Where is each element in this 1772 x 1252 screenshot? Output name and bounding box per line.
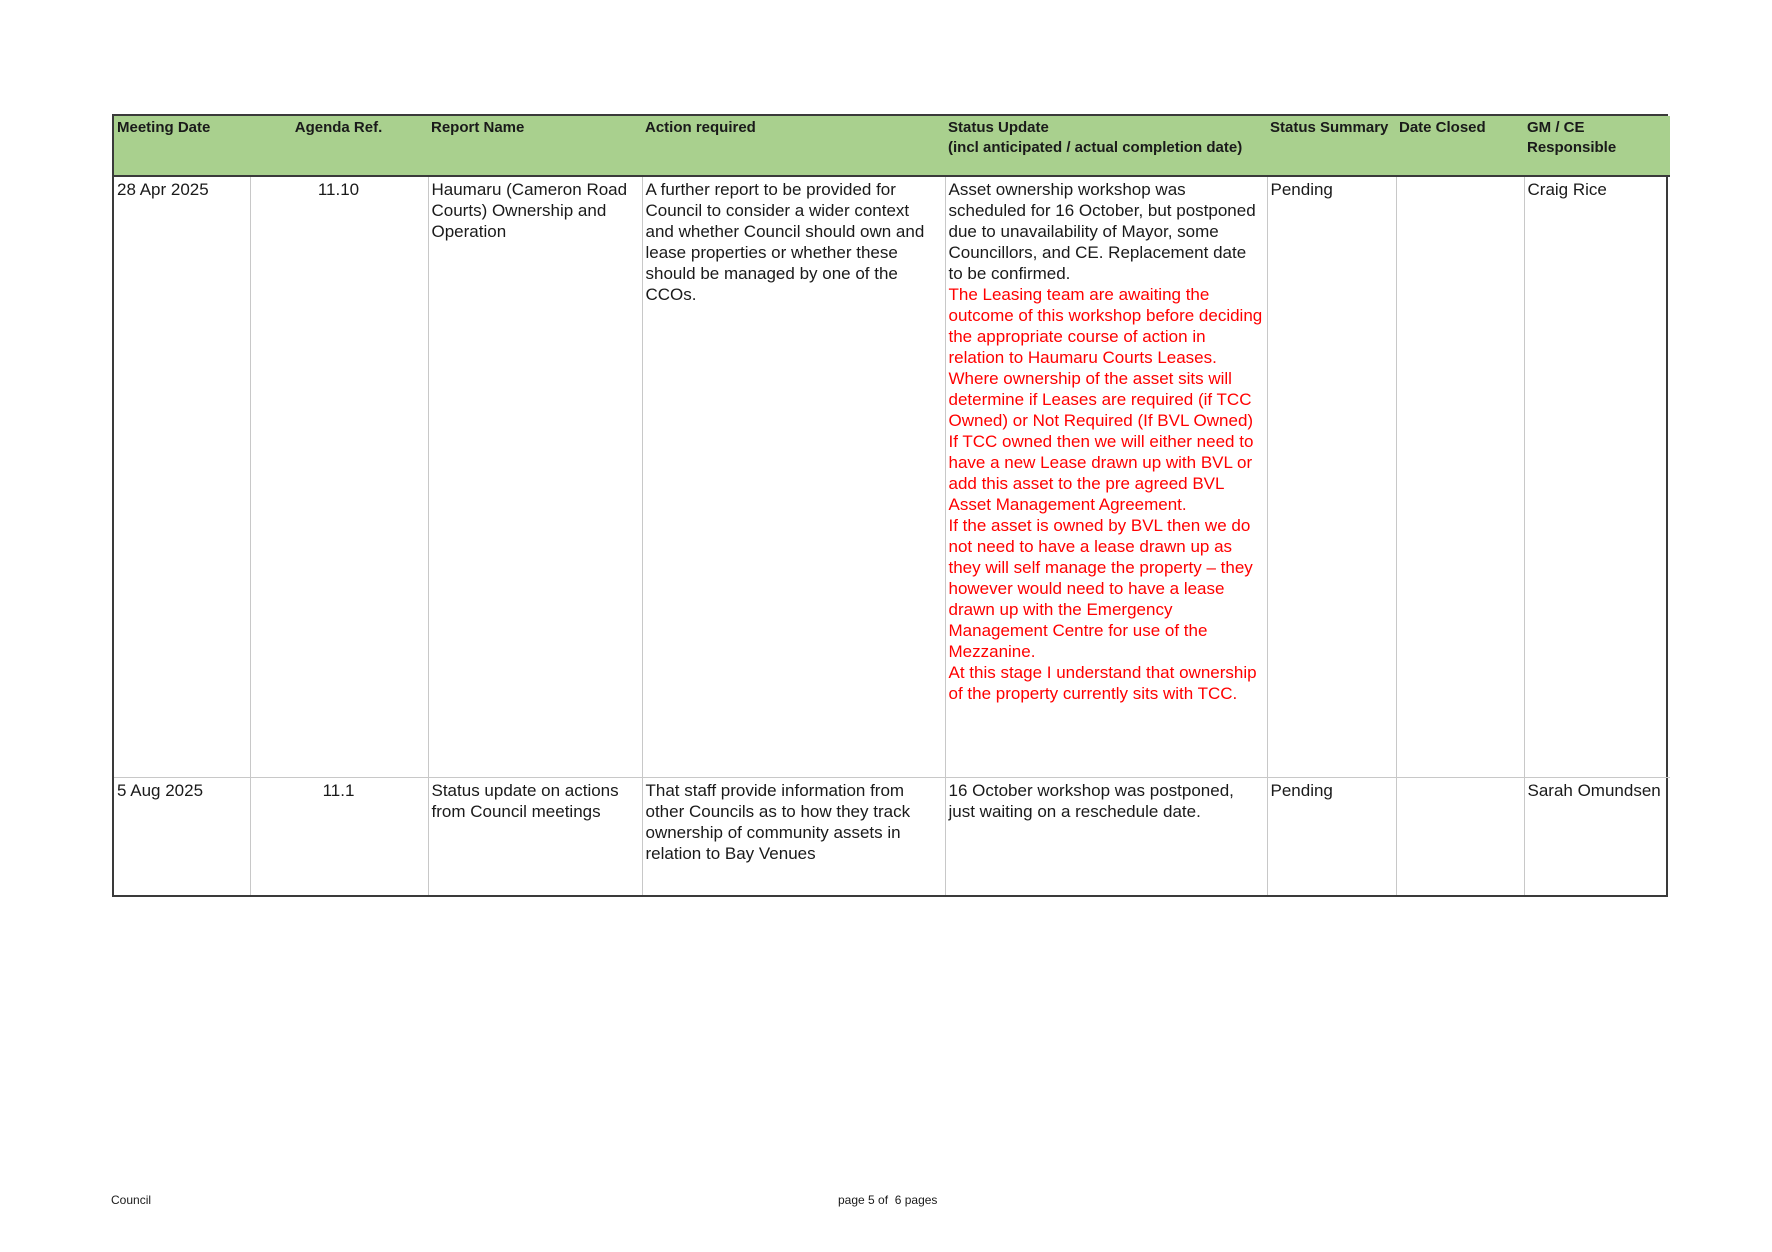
footer-document-name: Council bbox=[111, 1193, 152, 1207]
action-table bbox=[114, 116, 1670, 895]
cell-meeting-date: 28 Apr 2025 bbox=[117, 180, 209, 199]
header-status-summary: Status Summary bbox=[1267, 116, 1396, 176]
header-report-name: Report Name bbox=[428, 116, 642, 176]
header-responsible-line1: GM / CE bbox=[1527, 119, 1585, 136]
cell-meeting-date: 5 Aug 2025 bbox=[114, 777, 250, 895]
cell-agenda-ref: 11.10 bbox=[250, 176, 428, 777]
cell-agenda-ref: 11.1 bbox=[250, 777, 428, 895]
cell-status-summary: Pending bbox=[1267, 176, 1396, 777]
status-update-note-tcc: If TCC owned then we will either need to have a new Lease drawn up with BVL or add this asset to the pre agreed BVL Asset Management Agreement. bbox=[948, 432, 1254, 514]
status-update-text: Asset ownership workshop was scheduled for 16 October, but postponed due to unavailability of Mayor, some Councillors, and CE. Replacement date to be confirmed. bbox=[948, 180, 1256, 283]
header-status-update bbox=[945, 116, 1267, 176]
header-date-closed: Date Closed bbox=[1396, 116, 1524, 176]
table-row bbox=[114, 176, 1670, 777]
footer-page-number: page 5 of 6 pages bbox=[838, 1193, 938, 1207]
cell-date-closed bbox=[1396, 176, 1524, 777]
cell-date-closed bbox=[1396, 777, 1524, 895]
cell-responsible: Sarah Omundsen bbox=[1524, 777, 1670, 895]
cell-status-update bbox=[945, 176, 1267, 777]
header-status-update-subtitle: (incl anticipated / actual completion date) bbox=[948, 139, 1243, 156]
action-table-container bbox=[112, 114, 1668, 897]
table-row bbox=[114, 777, 1670, 895]
header-status-update-title: Status Update bbox=[948, 119, 1049, 136]
header-responsible-line2: Responsible bbox=[1527, 139, 1617, 156]
status-update-note-current: At this stage I understand that ownership of the property currently sits with TCC. bbox=[948, 663, 1257, 703]
cell-report-name: Haumaru (Cameron Road Courts) Ownership and Operation bbox=[428, 176, 642, 777]
status-update-note-ownership: Where ownership of the asset sits will determine if Leases are required (if TCC Owned) or Not Required (If BVL Owned) bbox=[948, 369, 1254, 430]
header-meeting-date: Meeting Date bbox=[114, 116, 250, 176]
header-agenda-ref: Agenda Ref. bbox=[250, 116, 428, 176]
cell-action-required: A further report to be provided for Council to consider a wider context and whether Council should own and lease properties or whether these should be managed by one of the CCOs. bbox=[642, 176, 945, 777]
cell-report-name: Status update on actions from Council meetings bbox=[428, 777, 642, 895]
header-action-required: Action required bbox=[642, 116, 945, 176]
status-update-note-bvl: If the asset is owned by BVL then we do not need to have a lease drawn up as they will self manage the property – they however would need to have a lease drawn up with the Emergency Management Centre for use of the Mezzanine. bbox=[948, 516, 1253, 661]
header-responsible bbox=[1524, 116, 1670, 176]
header-row bbox=[114, 116, 1670, 176]
status-update-note-leasing: The Leasing team are awaiting the outcome of this workshop before deciding the appropriate course of action in relation to Haumaru Courts Leases. bbox=[948, 285, 1263, 367]
cell-responsible: Craig Rice bbox=[1524, 176, 1670, 777]
cell-status-update: 16 October workshop was postponed, just waiting on a reschedule date. bbox=[945, 777, 1267, 895]
cell-status-summary: Pending bbox=[1267, 777, 1396, 895]
cell-action-required: That staff provide information from other Councils as to how they track ownership of community assets in relation to Bay Venues bbox=[642, 777, 945, 895]
